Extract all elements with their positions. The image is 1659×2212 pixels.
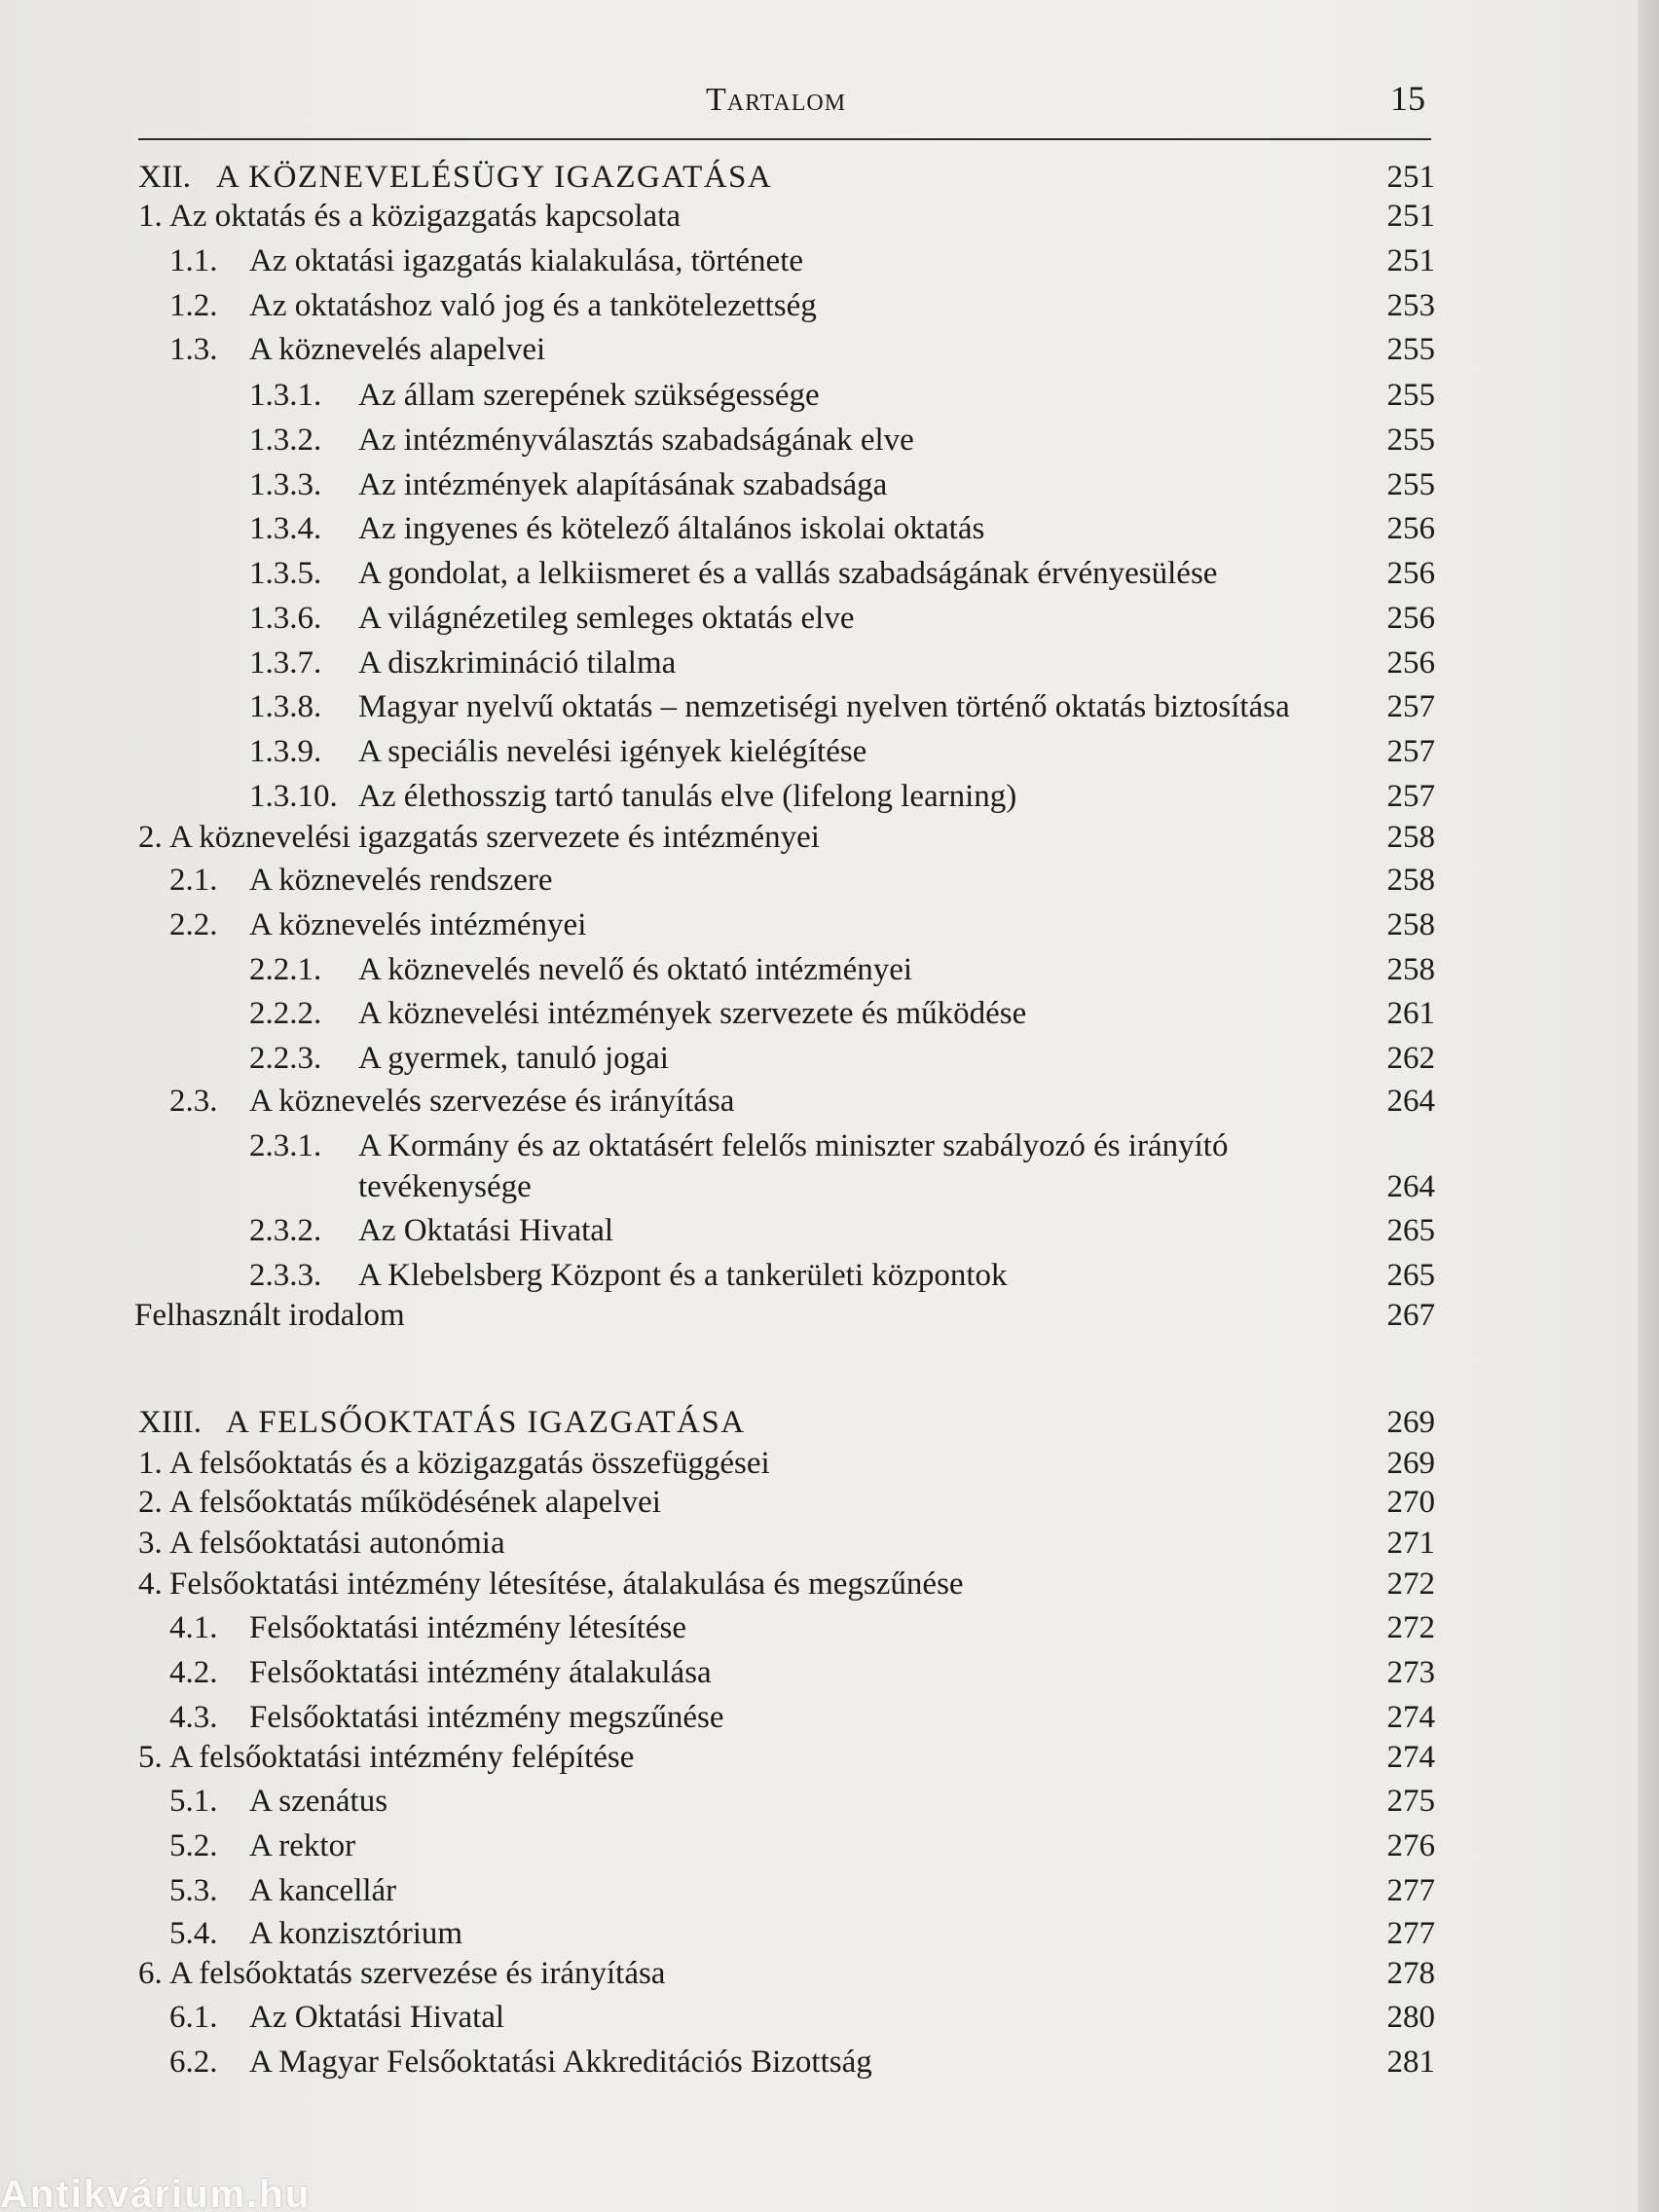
- toc-entry-page: 262: [1386, 1041, 1435, 1076]
- toc-entry-title: A Kormány és az oktatásért felelős miniszter szabályozó és irányító: [358, 1128, 1229, 1163]
- toc-entry-number: 1.3.: [169, 332, 218, 367]
- toc-entry-title: A felsőoktatás és a közigazgatás összefüggései: [169, 1446, 770, 1481]
- toc-entry: [0, 1825, 1659, 1867]
- toc-entry-page: 274: [1386, 1700, 1435, 1735]
- toc-entry: [0, 284, 1659, 327]
- toc-entry-number: 2.2.1.: [249, 952, 322, 987]
- toc-entry-title: Az intézmények alapításának szabadsága: [358, 467, 888, 502]
- toc-entry-number: 6.2.: [169, 2045, 218, 2080]
- toc-entry-title: Az Oktatási Hivatal: [249, 2000, 505, 2035]
- toc-entry: [0, 1912, 1659, 1955]
- toc-entry-page: 273: [1386, 1655, 1435, 1690]
- running-header-title: Tartalom: [706, 82, 847, 118]
- toc-entry: [0, 240, 1659, 282]
- toc-entry-title: A felsőoktatási autonómia: [169, 1526, 505, 1561]
- toc-entry-page: 258: [1386, 820, 1435, 855]
- toc-entry-page: 256: [1386, 556, 1435, 591]
- toc-chapter-heading: [0, 156, 1659, 199]
- toc-entry-page: 265: [1386, 1213, 1435, 1248]
- toc-entry: [0, 507, 1659, 550]
- toc-entry-title: Felsőoktatási intézmény átalakulása: [249, 1655, 712, 1690]
- toc-entry: [0, 1124, 1659, 1167]
- toc-entry: [0, 552, 1659, 595]
- toc-entry-number: 2.3.: [169, 1084, 218, 1119]
- toc-entry: [0, 1522, 1659, 1565]
- toc-entry: [0, 642, 1659, 684]
- toc-entry-title: A világnézetileg semleges oktatás elve: [358, 601, 855, 636]
- toc-entry-number: 1.: [138, 1446, 163, 1481]
- toc-entry-number: 1.3.8.: [249, 689, 322, 724]
- toc-entry-number: 1.3.2.: [249, 423, 322, 458]
- toc-entry-number: 2.1.: [169, 863, 218, 898]
- toc-entry: [0, 463, 1659, 506]
- toc-entry-page: 256: [1386, 601, 1435, 636]
- toc-entry-page: 272: [1386, 1610, 1435, 1645]
- toc-entry-page: 255: [1386, 332, 1435, 367]
- toc-entry-number: 4.: [138, 1567, 163, 1602]
- toc-entry-number: XII.: [138, 160, 192, 195]
- toc-entry-title: A köznevelési igazgatás szervezete és intézményei: [169, 820, 820, 855]
- toc-entry: [0, 419, 1659, 461]
- toc-entry-page: 258: [1386, 863, 1435, 898]
- toc-entry: [0, 1606, 1659, 1649]
- toc-entry-page: 261: [1386, 996, 1435, 1031]
- toc-entry-page: 256: [1386, 645, 1435, 681]
- toc-entry: [0, 2041, 1659, 2083]
- toc-entry-number: 4.3.: [169, 1700, 218, 1735]
- toc-entry-number: 2.2.2.: [249, 996, 322, 1031]
- toc-entry-number: 2.2.3.: [249, 1041, 322, 1076]
- toc-entry: [0, 195, 1659, 238]
- toc-entry: [0, 992, 1659, 1035]
- toc-chapter-heading: [0, 1401, 1659, 1444]
- toc-entry-title: Felhasznált irodalom: [134, 1298, 405, 1333]
- toc-entry-title: A felsőoktatási intézmény felépítése: [169, 1740, 635, 1775]
- toc-entry-number: 5.1.: [169, 1784, 218, 1819]
- toc-entry-number: 3.: [138, 1526, 163, 1561]
- toc-entry-number: 1.3.10.: [249, 779, 338, 814]
- toc-entry-page: 270: [1386, 1485, 1435, 1520]
- toc-entry-title: Felsőoktatási intézmény létesítése, átalakulása és megszűnése: [169, 1567, 964, 1602]
- toc-entry-number: 5.2.: [169, 1828, 218, 1863]
- toc-entry-page: 267: [1386, 1298, 1435, 1333]
- toc-entry-number: 2.: [138, 1485, 163, 1520]
- toc-entry: [0, 685, 1659, 728]
- toc-entry-page: 257: [1386, 689, 1435, 724]
- toc-entry-page: 280: [1386, 2000, 1435, 2035]
- toc-entry-title: A diszkrimináció tilalma: [358, 645, 677, 681]
- toc-entry-page: 256: [1386, 511, 1435, 546]
- toc-entry-title: Magyar nyelvű oktatás – nemzetiségi nyelven történő oktatás biztosítása: [358, 689, 1290, 724]
- toc-entry-title: Az oktatási igazgatás kialakulása, története: [249, 243, 804, 278]
- toc-entry-title: Az élethosszig tartó tanulás elve (lifelong learning): [358, 779, 1017, 814]
- toc-entry-number: XIII.: [138, 1405, 203, 1440]
- watermark: Antikvárium.hu: [0, 2177, 312, 2212]
- toc-entry-page: 274: [1386, 1740, 1435, 1775]
- toc-entry-title: Az oktatás és a közigazgatás kapcsolata: [169, 199, 682, 234]
- toc-entry-number: 6.1.: [169, 2000, 218, 2035]
- page-number: 15: [1390, 79, 1425, 118]
- toc-entry: [0, 1037, 1659, 1080]
- toc-entry-title: Az intézményválasztás szabadságának elve: [358, 423, 914, 458]
- toc-entry-page: 251: [1386, 160, 1435, 195]
- toc-entry-title: Felsőoktatási intézmény megszűnése: [249, 1700, 724, 1735]
- toc-entry: [0, 1780, 1659, 1823]
- toc-entry-title: A köznevelés alapelvei: [249, 332, 546, 367]
- toc-entry-number: 6.: [138, 1956, 163, 1991]
- toc-entry: [0, 1651, 1659, 1694]
- toc-entry-number: 1.3.6.: [249, 601, 322, 636]
- toc-entry-number: 4.1.: [169, 1610, 218, 1645]
- toc-entry-title: A felsőoktatás működésének alapelvei: [169, 1485, 661, 1520]
- toc-entry-page: 272: [1386, 1567, 1435, 1602]
- toc-entry-page: 278: [1386, 1956, 1435, 1991]
- toc-entry-number: 1.3.1.: [249, 378, 322, 413]
- toc-entry-page: 255: [1386, 378, 1435, 413]
- toc-entry-number: 1.3.4.: [249, 511, 322, 546]
- toc-entry: [0, 1952, 1659, 1995]
- toc-entry: [0, 775, 1659, 818]
- toc-entry-number: 1.2.: [169, 288, 218, 323]
- toc-entry: [0, 597, 1659, 640]
- toc-entry: [0, 1294, 1659, 1337]
- toc-entry-number: 5.: [138, 1740, 163, 1775]
- toc-entry-title: Az oktatáshoz való jog és a tankötelezettség: [249, 288, 817, 323]
- toc-entry-title: Az állam szerepének szükségessége: [358, 378, 820, 413]
- toc-entry: [0, 1869, 1659, 1912]
- toc-entry: [0, 730, 1659, 773]
- toc-entry: [0, 1996, 1659, 2039]
- toc-entry: [0, 816, 1659, 859]
- toc-entry-title: A felsőoktatás szervezése és irányítása: [169, 1956, 666, 1991]
- toc-entry-page: 277: [1386, 1873, 1435, 1908]
- toc-entry: [0, 859, 1659, 902]
- toc-entry-page: 281: [1386, 2045, 1435, 2080]
- toc-entry: [0, 1442, 1659, 1485]
- toc-entry-number: 5.4.: [169, 1916, 218, 1951]
- toc-entry-title: A FELSŐOKTATÁS IGAZGATÁSA: [226, 1405, 746, 1440]
- toc-entry-page: 264: [1386, 1084, 1435, 1119]
- toc-entry-page: 276: [1386, 1828, 1435, 1863]
- toc-entry-title: A gyermek, tanuló jogai: [358, 1041, 669, 1076]
- toc-entry-title: A speciális nevelési igények kielégítése: [358, 734, 867, 769]
- toc-entry-title: A köznevelés rendszere: [249, 863, 553, 898]
- toc-entry-title: A köznevelési intézmények szervezete és működése: [358, 996, 1027, 1031]
- toc-entry-number: 1.3.5.: [249, 556, 322, 591]
- toc-entry-title: Az Oktatási Hivatal: [358, 1213, 614, 1248]
- toc-entry-page: 251: [1386, 199, 1435, 234]
- toc-entry-number: 1.1.: [169, 243, 218, 278]
- toc-entry-title: A szenátus: [249, 1784, 388, 1819]
- toc-entry-title: A kancellár: [249, 1873, 397, 1908]
- toc-entry-page: 257: [1386, 734, 1435, 769]
- toc-entry-number: 1.3.9.: [249, 734, 322, 769]
- toc-entry: [0, 1563, 1659, 1605]
- toc-entry-page: 264: [1386, 1169, 1435, 1204]
- toc-entry-title: tevékenysége: [358, 1169, 532, 1204]
- toc-entry-title: A Magyar Felsőoktatási Akkreditációs Bizottság: [249, 2045, 872, 2080]
- toc-entry-page: 269: [1386, 1446, 1435, 1481]
- toc-entry-number: 1.3.3.: [249, 467, 322, 502]
- toc-entry-page: 269: [1386, 1405, 1435, 1440]
- toc-entry-number: 1.: [138, 199, 163, 234]
- toc-entry-page: 271: [1386, 1526, 1435, 1561]
- toc-entry: [0, 1209, 1659, 1252]
- toc-entry-number: 1.3.7.: [249, 645, 322, 681]
- toc-entry: [0, 374, 1659, 417]
- toc-entry-page: 258: [1386, 952, 1435, 987]
- toc-entry-number: 2.2.: [169, 907, 218, 942]
- toc-entry-title: A KÖZNEVELÉSÜGY IGAZGATÁSA: [216, 160, 773, 195]
- toc-entry-title: A rektor: [249, 1828, 356, 1863]
- toc-entry: [0, 948, 1659, 991]
- toc-entry-title: A Klebelsberg Központ és a tankerületi központok: [358, 1258, 1008, 1293]
- toc-entry-page: 265: [1386, 1258, 1435, 1293]
- toc-entry-title: A köznevelés nevelő és oktató intézményei: [358, 952, 913, 987]
- toc-entry-number: 2.: [138, 820, 163, 855]
- toc-entry-number: 2.3.1.: [249, 1128, 322, 1163]
- toc-entry-page: 255: [1386, 423, 1435, 458]
- toc-entry: [0, 1080, 1659, 1123]
- toc-entry: [0, 1165, 1659, 1208]
- toc-entry: [0, 328, 1659, 371]
- toc-entry: [0, 1736, 1659, 1779]
- toc-entry-number: 2.3.3.: [249, 1258, 322, 1293]
- toc-entry: [0, 1481, 1659, 1524]
- toc-entry-page: 251: [1386, 243, 1435, 278]
- toc-entry-title: A köznevelés intézményei: [249, 907, 587, 942]
- toc-entry-title: Felsőoktatási intézmény létesítése: [249, 1610, 687, 1645]
- toc-entry-page: 257: [1386, 779, 1435, 814]
- toc-entry: [0, 1696, 1659, 1739]
- toc-entry-page: 258: [1386, 907, 1435, 942]
- toc-entry-page: 277: [1386, 1916, 1435, 1951]
- toc-entry-title: Az ingyenes és kötelező általános iskolai oktatás: [358, 511, 985, 546]
- toc-entry-number: 5.3.: [169, 1873, 218, 1908]
- toc-entry-number: 2.3.2.: [249, 1213, 322, 1248]
- toc-entry-page: 253: [1386, 288, 1435, 323]
- toc-entry-title: A konzisztórium: [249, 1916, 463, 1951]
- toc-entry-page: 275: [1386, 1784, 1435, 1819]
- toc-entry: [0, 903, 1659, 946]
- toc-entry-number: 4.2.: [169, 1655, 218, 1690]
- toc-entry-page: 255: [1386, 467, 1435, 502]
- toc-entry-title: A köznevelés szervezése és irányítása: [249, 1084, 735, 1119]
- toc-entry: [0, 1254, 1659, 1297]
- toc-entry-title: A gondolat, a lelkiismeret és a vallás szabadságának érvényesülése: [358, 556, 1218, 591]
